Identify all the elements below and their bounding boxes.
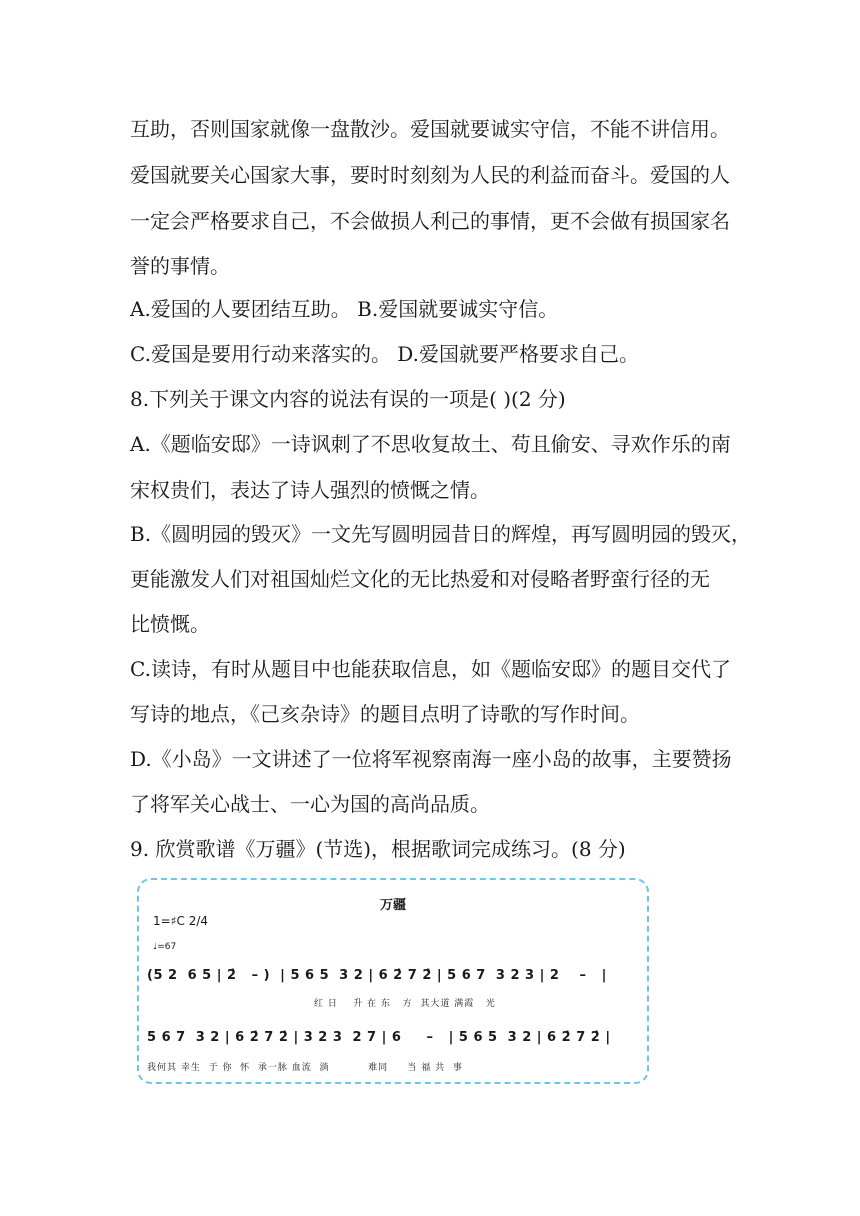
option-line: A.爱国的人要团结互助。 B.爱国就要诚实守信。 — [130, 297, 559, 321]
option-line: C.爱国是要用行动来落实的。 D.爱国就要严格要求自己。 — [130, 342, 639, 366]
option-a-cont: 宋权贵们，表达了诗人强烈的愤慨之情。 — [130, 478, 490, 502]
score-lyrics-row-2: 我何其 幸生 于 你 怀 承一脉 血流 淌 难同 当 福 共 事 — [147, 1063, 463, 1073]
score-lyrics-row-1: 红 日 升 在 东 方 其大道 满霞 光 — [314, 999, 496, 1009]
score-notes-row-1: (5 2 6 5 | 2̇ – ) | 5 6 5 3 2 | 6 2̇ 7 2̇ | 5 6 7 3 2 3 | 2 – | — [147, 968, 607, 983]
option-d: D.《小岛》一文讲述了一位将军视察南海一座小岛的故事，主要赞扬 — [130, 747, 732, 771]
option-c-cont: 写诗的地点，《己亥杂诗》的题目点明了诗歌的写作时间。 — [130, 702, 640, 726]
paragraph-line: 一定会严格要求自己，不会做损人利己的事情，更不会做有损国家名 — [130, 209, 730, 233]
paragraph-line: 互助，否则国家就像一盘散沙。爱国就要诚实守信，不能不讲信用。 — [130, 117, 730, 141]
option-b: B.《圆明园的毁灭》一文先写圆明园昔日的辉煌，再写圆明园的毁灭， — [130, 522, 752, 546]
score-key: 1=♯C 2/4 — [153, 914, 209, 928]
option-b-cont: 比愤慨。 — [130, 612, 210, 636]
music-score — [137, 878, 649, 1084]
option-c: C.读诗，有时从题目中也能获取信息，如《题临安邸》的题目交代了 — [130, 657, 731, 681]
question-8: 8.下列关于课文内容的说法有误的一项是( )(2 分) — [130, 387, 566, 411]
option-d-cont: 了将军关心战士、一心为国的高尚品质。 — [130, 792, 490, 816]
question-9: 9. 欣赏歌谱《万疆》(节选)，根据歌词完成练习。(8 分) — [130, 837, 626, 861]
option-a: A.《题临安邸》一诗讽刺了不思收复故土、苟且偷安、寻欢作乐的南 — [130, 432, 731, 456]
score-title: 万疆 — [379, 898, 406, 913]
option-b-cont: 更能激发人们对祖国灿烂文化的无比热爱和对侵略者野蛮行径的无 — [130, 567, 710, 591]
score-tempo: ♩=67 — [153, 942, 177, 952]
paragraph-line: 誉的事情。 — [130, 254, 230, 278]
score-notes-row-2: 5 6 7 3 2 | 6 2̇ 7 2̇ | 3 2 3 2 7 | 6 – | 5 6 5 3 2 | 6 2̇ 7 2̇ | — [147, 1030, 611, 1045]
paragraph-line: 爱国就要关心国家大事，要时时刻刻为人民的利益而奋斗。爱国的人 — [130, 163, 730, 187]
